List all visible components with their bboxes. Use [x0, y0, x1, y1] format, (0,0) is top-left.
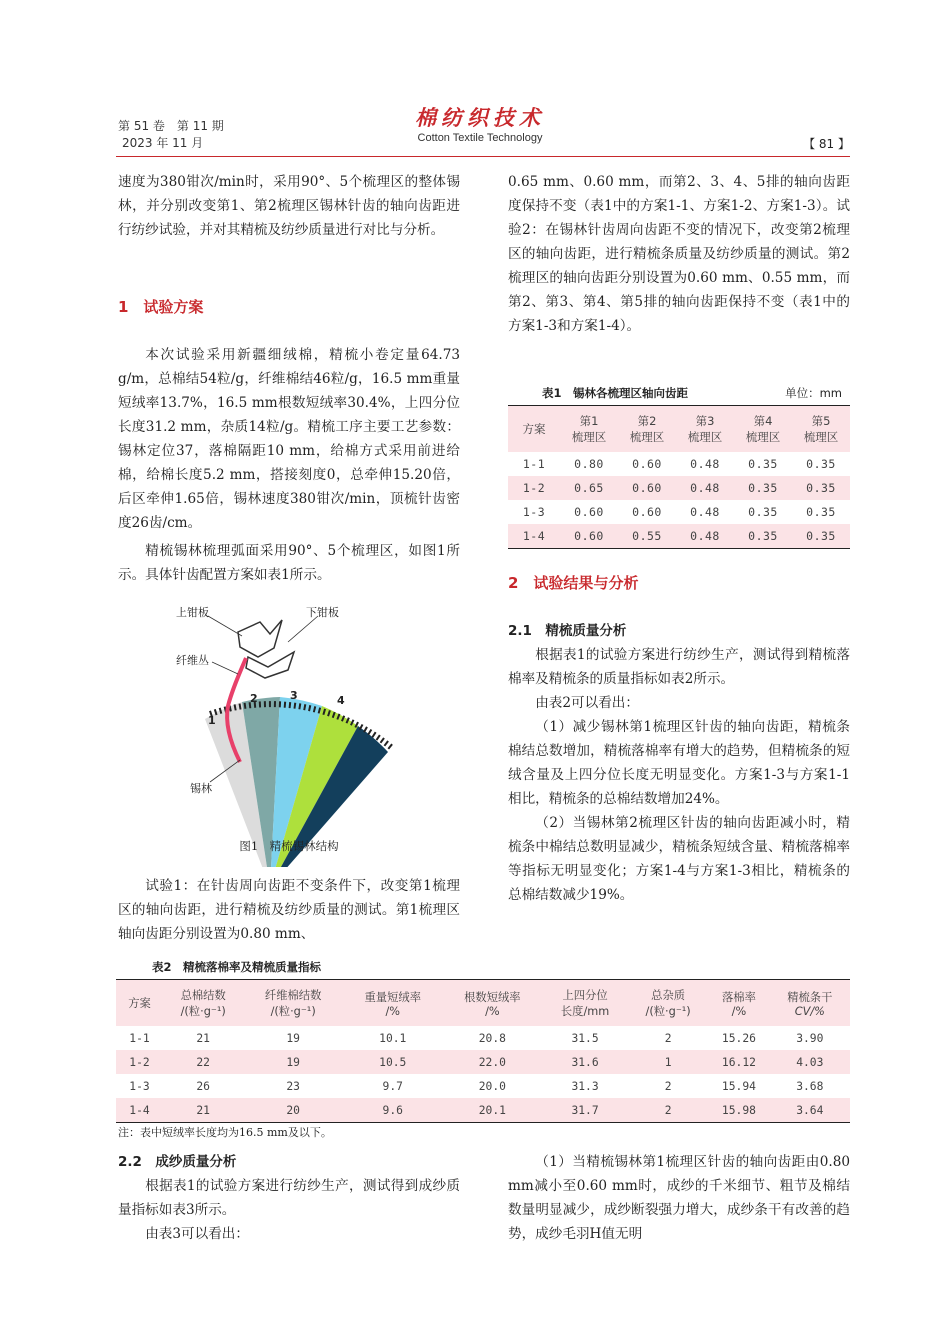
subsection-heading-2-2: 2.2 成纱质量分析 — [118, 1154, 237, 1170]
table-cell: 0.35 — [748, 457, 778, 471]
journal-title-en: Cotton Textile Technology — [417, 132, 543, 144]
right-column-section-2 — [508, 571, 850, 907]
col-header: 根数短绒率 /% — [464, 990, 521, 1018]
table-cell: 0.35 — [748, 529, 778, 543]
zone-label-4: 4 — [337, 694, 345, 707]
table-cell: 9.6 — [382, 1103, 403, 1117]
table-cell: 0.60 — [632, 457, 662, 471]
journal-logo — [380, 106, 580, 146]
row-label: 1-4 — [129, 1103, 150, 1117]
table-cell: 31.6 — [571, 1055, 599, 1069]
row-label: 1-1 — [522, 457, 546, 471]
table-cell: 19 — [286, 1055, 300, 1069]
zone-label-3: 3 — [290, 689, 298, 702]
figure-1-caption: 图1 精梳锡林结构 — [239, 839, 339, 853]
col-header: 第4 梳理区 — [745, 414, 781, 444]
row-label: 1-1 — [129, 1031, 150, 1045]
col-header: 总杂质 /(粒·g⁻¹) — [645, 989, 691, 1018]
row-label: 1-3 — [522, 505, 546, 519]
table-cell: 2 — [664, 1031, 672, 1045]
paragraph: （1）减少锡林第1梳理区针齿的轴向齿距，精梳条棉结总数增加，精梳落棉率有增大的趋势，但精梳条的短绒含量及上四分位长度无明显变化。方案1-3与方案1-1相比，精梳条的总棉结数增加24%。 — [508, 719, 850, 807]
table-row — [508, 524, 850, 549]
paragraph: 试验1：在针齿周向齿距不变条件下，改变第1梳理区的轴向齿距，进行精梳及纺纱质量的测试。第1梳理区轴向齿距分别设置为0.80 mm、 — [118, 878, 460, 942]
table-cell: 0.35 — [806, 505, 836, 519]
table-cell: 3.64 — [796, 1103, 824, 1117]
table-1-body — [508, 452, 850, 549]
col-header: 第3 梳理区 — [687, 414, 723, 444]
table-cell: 0.60 — [574, 529, 604, 543]
label-cylinder: 锡林 — [190, 782, 212, 795]
table-cell: 31.7 — [571, 1103, 599, 1117]
table-cell: 31.3 — [571, 1079, 599, 1093]
table-row — [116, 1050, 850, 1074]
paragraph: 精梳锡林梳理弧面采用90°、5个梳理区，如图1所示。具体针齿配置方案如表1所示。 — [118, 543, 460, 583]
cylinder-diagram — [170, 602, 410, 867]
label-upper-nipper: 上钳板 — [176, 606, 209, 619]
table-cell: 3.68 — [796, 1079, 824, 1093]
paragraph: 由表3可以看出： — [145, 1226, 249, 1242]
header-rule — [116, 156, 850, 157]
volume-issue: 第 51 卷 第 11 期 — [118, 119, 224, 133]
paragraph: 根据表1的试验方案进行纺纱生产，测试得到成纱质量指标如表3所示。 — [118, 1178, 460, 1218]
table-cell: 9.7 — [382, 1079, 403, 1093]
bottom-left-column — [118, 1150, 460, 1246]
table-cell: 10.1 — [379, 1031, 407, 1045]
table-cell: 23 — [286, 1079, 300, 1093]
lower-nipper — [246, 652, 294, 678]
table-cell: 22.0 — [478, 1055, 506, 1069]
paragraph: 本次试验采用新疆细绒棉，精梳小卷定量64.73 g/m，总棉结54粒/g，纤维棉结46粒/g，16.5 mm重量短绒率13.7%，16.5 mm根数短绒率30.4%，上四分位长度31.2 mm，杂质14粒/g。精梳工序主要工艺参数：锡林定位37，落棉隔距10 mm，给棉方式采用前进给棉，给棉长度5.2 mm，搭接刻度0，总牵伸15.20倍，后区牵伸1.65倍，锡林速度380钳次/min，顶梳针齿密度26齿/cm。 — [118, 347, 460, 531]
table-cell: 0.80 — [574, 457, 604, 471]
col-header: 第5 梳理区 — [803, 414, 839, 444]
zone-label-5: 5 — [368, 714, 376, 727]
page-number: 【 81 】 — [803, 137, 850, 151]
col-header: 精梳条干 CV/% — [787, 990, 833, 1018]
table-cell: 0.35 — [748, 505, 778, 519]
table-cell: 22 — [196, 1055, 210, 1069]
col-header: 第2 梳理区 — [629, 414, 665, 444]
table-1-header — [508, 406, 850, 453]
table-row — [116, 1026, 850, 1050]
zone-label-1: 1 — [208, 714, 216, 727]
left-column-continued — [118, 874, 460, 946]
section-heading-1: 1 试验方案 — [118, 298, 204, 316]
table-cell: 0.35 — [806, 529, 836, 543]
table-cell: 0.48 — [690, 529, 720, 543]
fiber-leader — [212, 662, 238, 674]
table-cell: 21 — [196, 1031, 210, 1045]
col-header: 第1 梳理区 — [571, 414, 607, 444]
table-2-caption: 表2 精梳落棉率及精梳质量指标 — [152, 960, 321, 974]
table-2 — [116, 979, 850, 1123]
col-header: 纤维棉结数 /(粒·g⁻¹) — [264, 989, 322, 1018]
table-1 — [508, 405, 850, 549]
table-cell: 3.90 — [796, 1031, 824, 1045]
table-cell: 2 — [664, 1079, 672, 1093]
table-cell: 20.0 — [478, 1079, 506, 1093]
table-1-unit: 单位：mm — [785, 386, 842, 400]
label-lower-nipper: 下钳板 — [306, 606, 339, 619]
table-cell: 0.60 — [574, 505, 604, 519]
lower-nipper-leader — [288, 616, 318, 642]
bottom-right-column — [508, 1150, 850, 1246]
paragraph: 由表2可以看出： — [535, 695, 639, 711]
table-cell: 31.5 — [571, 1031, 599, 1045]
table-cell: 26 — [196, 1079, 210, 1093]
zone-label-2: 2 — [250, 692, 258, 705]
paragraph: （2）当锡林第2梳理区针齿的轴向齿距减小时，精梳条中棉结总数明显减少，精梳条短绒含量、精梳落棉率等指标无明显变化；方案1-4与方案1-3相比，精梳条的总棉结数减少19%。 — [508, 815, 850, 903]
paragraph: 0.65 mm、0.60 mm，而第2、3、4、5排的轴向齿距度保持不变（表1中的方案1-1、方案1-2、方案1-3）。试验2：在锡林针齿周向齿距不变的情况下，改变第2梳理区的轴向齿距，进行精梳条质量及纺纱质量的测试。第2梳理区的轴向齿距分别设置为0.60 mm、0.55 mm，而第2、第3、第4、第5排的轴向齿距保持不变（表1中的方案1-3和方案1-4）。 — [508, 174, 850, 334]
col-header: 上四分位 长度/mm — [560, 989, 610, 1018]
table-cell: 0.60 — [632, 481, 662, 495]
issue-date: 2023 年 11 月 — [122, 136, 204, 150]
section-heading-2: 2 试验结果与分析 — [508, 574, 639, 592]
table-cell: 0.35 — [806, 457, 836, 471]
table-cell: 16.12 — [721, 1055, 756, 1069]
table-cell: 20.8 — [478, 1031, 506, 1045]
table-cell: 0.55 — [632, 529, 662, 543]
table-cell: 15.26 — [721, 1031, 756, 1045]
table-cell: 20.1 — [478, 1103, 506, 1117]
table-2-body — [116, 1026, 850, 1123]
table-cell: 0.60 — [632, 505, 662, 519]
col-header: 总棉结数 /(粒·g⁻¹) — [180, 989, 226, 1018]
table-cell: 0.48 — [690, 457, 720, 471]
table-row — [508, 452, 850, 476]
table-cell: 0.48 — [690, 505, 720, 519]
subsection-heading-2-1: 2.1 精梳质量分析 — [508, 623, 627, 639]
figure-1 — [170, 602, 410, 867]
table-cell: 1 — [664, 1055, 672, 1069]
table-cell: 0.35 — [806, 481, 836, 495]
paragraph: 速度为380钳次/min时，采用90°、5个梳理区的整体锡林，并分别改变第1、第2梳理区锡林针齿的轴向齿距进行纺纱试验，并对其精梳及纺纱质量进行对比与分析。 — [118, 174, 460, 238]
table-row — [508, 500, 850, 524]
row-label: 1-4 — [522, 529, 546, 543]
table-cell: 15.94 — [721, 1079, 756, 1093]
table-1-caption: 表1 锡林各梳理区轴向齿距 — [542, 386, 689, 400]
paragraph: （1）当精梳锡林第1梳理区针齿的轴向齿距由0.80 mm减小至0.60 mm时，成纱的千米细节、粗节及棉结数量明显减少，成纱断裂强力增大，成纱条干有改善的趋势，成纱毛羽H值无明 — [508, 1154, 850, 1242]
journal-title-cn: 棉纺织技术 — [415, 105, 545, 130]
upper-nipper — [238, 620, 282, 657]
table-cell: 20 — [286, 1103, 300, 1117]
table-cell: 19 — [286, 1031, 300, 1045]
col-header: 方案 — [522, 422, 546, 436]
upper-nipper-leader — [208, 616, 242, 636]
row-label: 1-2 — [522, 481, 546, 495]
table-cell: 21 — [196, 1103, 210, 1117]
table-cell: 0.35 — [748, 481, 778, 495]
table-2-header — [116, 980, 850, 1027]
table-cell: 15.98 — [721, 1103, 756, 1117]
table-cell: 0.65 — [574, 481, 604, 495]
table-cell: 0.48 — [690, 481, 720, 495]
row-label: 1-2 — [129, 1055, 150, 1069]
col-header: 落棉率 /% — [721, 990, 756, 1018]
label-fiber-tuft: 纤维丛 — [176, 654, 209, 667]
table-row — [508, 476, 850, 500]
right-column — [508, 170, 850, 338]
row-label: 1-3 — [129, 1079, 150, 1093]
table-cell: 2 — [664, 1103, 672, 1117]
table-1-caption-row — [508, 385, 850, 403]
table-row — [116, 1074, 850, 1098]
paragraph: 根据表1的试验方案进行纺纱生产，测试得到精梳落棉率及精梳条的质量指标如表2所示。 — [508, 647, 850, 687]
table-cell: 4.03 — [796, 1055, 824, 1069]
running-header-left — [118, 118, 224, 152]
col-header: 方案 — [128, 997, 151, 1010]
left-column — [118, 170, 460, 587]
table-row — [116, 1098, 850, 1123]
col-header: 重量短绒率 /% — [364, 990, 421, 1018]
table-cell: 10.5 — [379, 1055, 407, 1069]
table-2-note: 注：表中短绒率长度均为16.5 mm及以下。 — [118, 1126, 332, 1139]
